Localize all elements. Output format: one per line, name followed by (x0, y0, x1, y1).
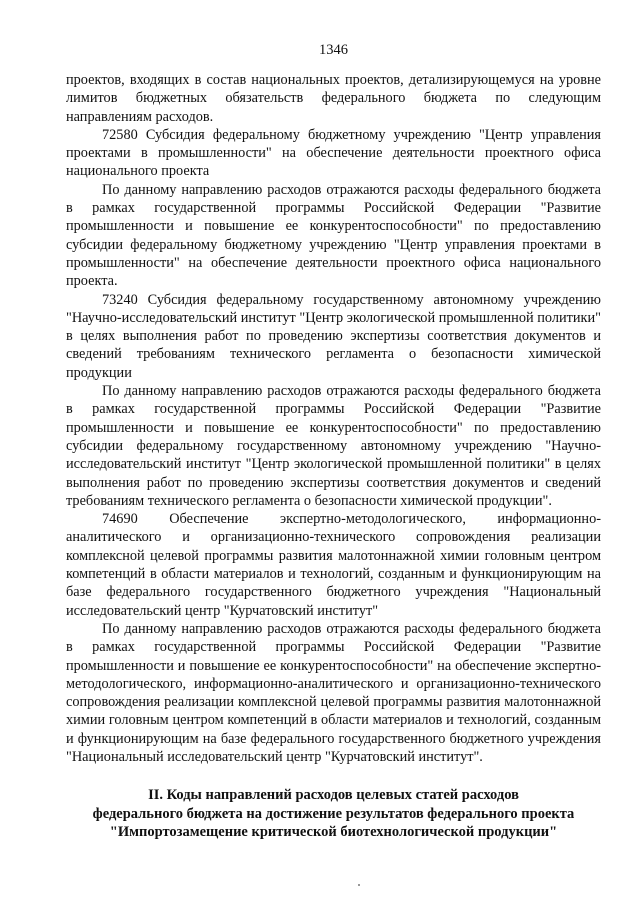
paragraph-description-73240: По данному направлению расходов отражаются расходы федерального бюджета в рамках государственной программы Российской Федерации "Развитие промышленности и повышение ее конкурентоспособности" по предоставлению субсидии федеральному государственному автономному учреждению "Научно-исследовательский институт "Центр экологической промышленной политики" в целях выполнения работ по проведению экспертизы соответствия документов и сведений требованиям технического регламента о безопасности химической продукции". (66, 383, 601, 509)
paragraph-description-74690: По данному направлению расходов отражаются расходы федерального бюджета в рамках государственной программы Российской Федерации "Развитие промышленности и повышение ее конкурентоспособности" на обеспечение экспертно-методологического, информационно-аналитического и организационно-технического сопровождения реализации комплексной целевой программы развития малотоннажной химии головным центром компетенций в области материалов и технологий, созданным и функционирующим на базе федерального государственного бюджетного учреждения "Национальный исследовательский центр "Курчатовский институт". (66, 620, 601, 765)
section-heading-line-1: II. Коды направлений расходов целевых статей расходов (148, 787, 519, 803)
paragraph-code-73240: 73240 Субсидия федеральному государственному автономному учреждению "Научно-исследовательский институт "Центр экологической промышленной политики" в целях выполнения работ по проведению экспертизы соответствия документов и сведений требованиям технического регламента о безопасности химической продукции (66, 291, 601, 381)
document-body (66, 71, 601, 766)
paragraph-code-74690: 74690 Обеспечение экспертно-методологического, информационно-аналитического и организационно-технического сопровождения реализации комплексной целевой программы развития малотоннажной химии головным центром компетенций в области материалов и технологий, созданным и функционирующим на базе федерального государственного бюджетного учреждения "Национальный исследовательский центр "Курчатовский институт" (66, 511, 601, 619)
section-heading-line-3: "Импортозамещение критической биотехнологической продукции" (109, 824, 558, 840)
paragraph-description-72580: По данному направлению расходов отражаются расходы федерального бюджета в рамках государственной программы Российской Федерации "Развитие промышленности и повышение ее конкурентоспособности" по предоставлению субсидии федеральному бюджетному учреждению "Центр управления проектами в промышленности" на обеспечение деятельности проектного офиса национального проекта. (66, 181, 601, 290)
section-heading-line-2: федерального бюджета на достижение результатов федерального проекта (92, 805, 575, 822)
scan-artifact-dot (358, 884, 360, 886)
page-number: 1346 (319, 42, 348, 58)
paragraph-code-72580: 72580 Субсидия федеральному бюджетному учреждению "Центр управления проектами в промышленности" на обеспечение деятельности проектного офиса национального проекта (66, 126, 601, 180)
section-heading (66, 786, 601, 842)
paragraph-continuation: проектов, входящих в состав национальных проектов, детализирующемуся на уровне лимитов бюджетных обязательств федерального бюджета по следующим направлениям расходов. (66, 72, 601, 125)
